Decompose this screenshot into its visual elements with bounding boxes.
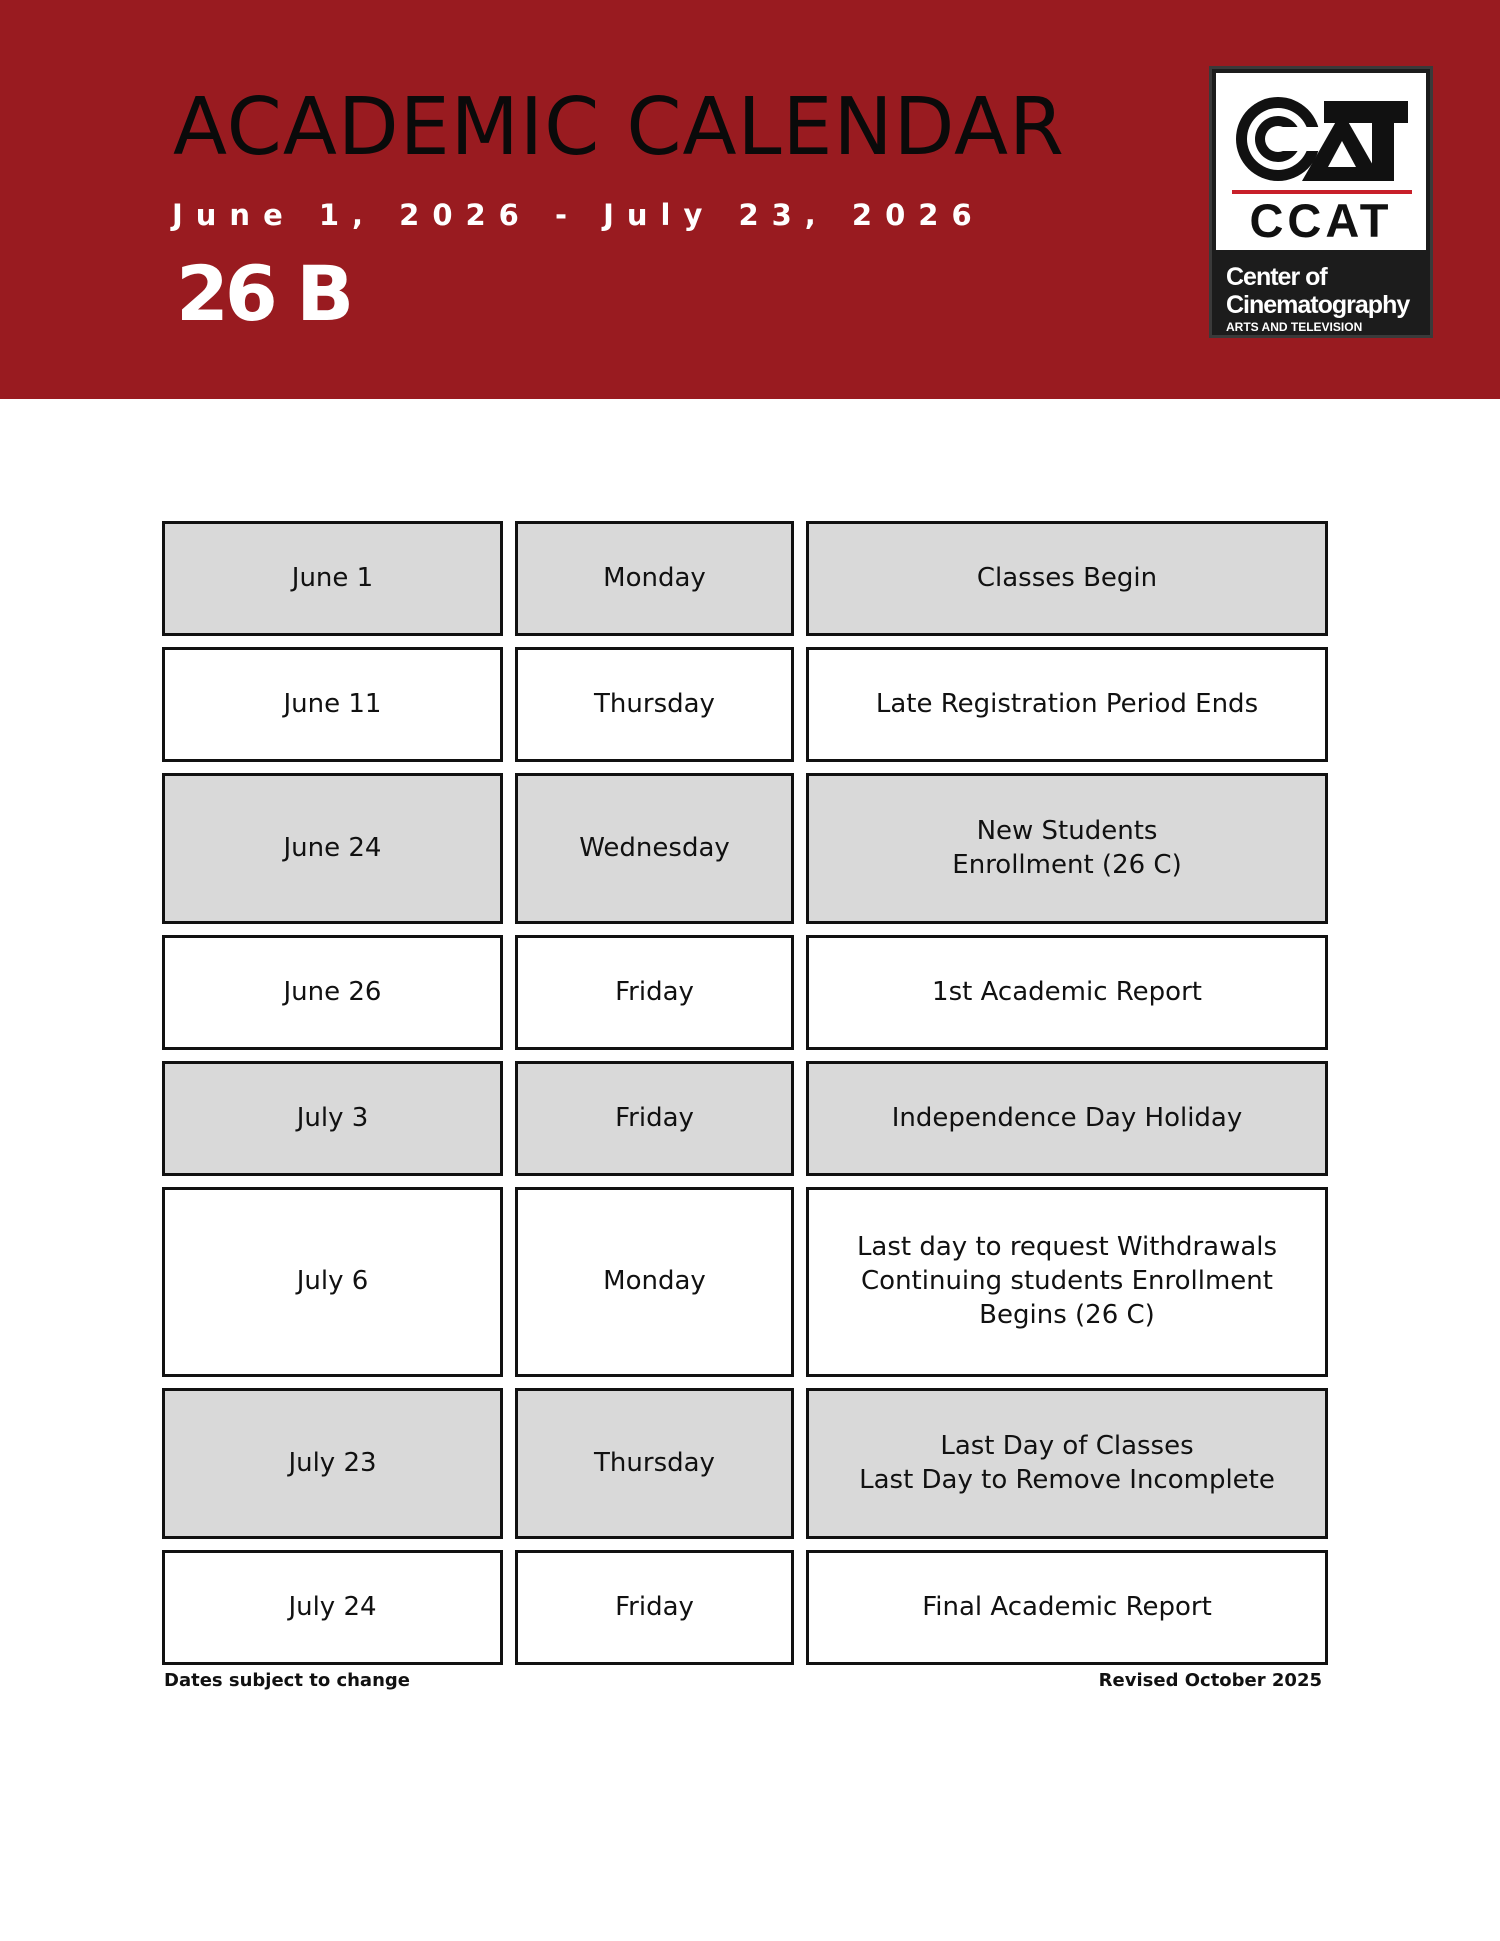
logo-name-line2: Cinematography <box>1226 291 1410 319</box>
row-day-cell: Monday <box>515 521 794 636</box>
event-line: Classes Begin <box>976 562 1158 593</box>
row-date-cell: July 3 <box>162 1061 503 1176</box>
logo-panel <box>1216 73 1426 250</box>
logo-name-line1: Center of <box>1226 263 1327 291</box>
row-event-cell <box>806 1388 1328 1539</box>
event-line: Last day to request Withdrawals <box>856 1232 1278 1263</box>
event-line: New Students <box>976 815 1158 846</box>
row-day-cell: Friday <box>515 935 794 1050</box>
footnote-revision: Revised October 2025 <box>1098 1670 1322 1691</box>
event-line: Last Day to Remove Incomplete <box>859 1464 1275 1495</box>
event-line: Begins (26 C) <box>979 1299 1155 1330</box>
row-day-cell: Thursday <box>515 647 794 762</box>
row-day-cell: Thursday <box>515 1388 794 1539</box>
ccat-emblem-icon <box>1232 93 1412 185</box>
logo-name-line3: ARTS AND TELEVISION <box>1226 320 1363 334</box>
date-range: June 1, 2026 - July 23, 2026 <box>172 198 985 232</box>
event-line: Final Academic Report <box>922 1591 1212 1622</box>
row-event-cell <box>806 773 1328 924</box>
row-date-cell: July 6 <box>162 1187 503 1377</box>
row-date-cell: June 26 <box>162 935 503 1050</box>
row-date-cell: June 11 <box>162 647 503 762</box>
event-line: Enrollment (26 C) <box>952 849 1182 880</box>
row-day-cell: Monday <box>515 1187 794 1377</box>
row-date-cell: July 23 <box>162 1388 503 1539</box>
row-event-cell <box>806 935 1328 1050</box>
event-line: Late Registration Period Ends <box>875 688 1259 719</box>
row-event-cell <box>806 1061 1328 1176</box>
row-date-cell: July 24 <box>162 1550 503 1665</box>
row-date-cell: June 1 <box>162 521 503 636</box>
event-line: Last Day of Classes <box>940 1430 1194 1461</box>
row-event-cell <box>806 647 1328 762</box>
row-event-cell <box>806 1187 1328 1377</box>
event-line: Independence Day Holiday <box>891 1102 1243 1133</box>
row-date-cell: June 24 <box>162 773 503 924</box>
row-event-cell <box>806 521 1328 636</box>
footnote-disclaimer: Dates subject to change <box>164 1670 410 1691</box>
page-title: ACADEMIC CALENDAR <box>173 81 1065 173</box>
logo-abbreviation: CCAT <box>1249 194 1393 247</box>
row-day-cell: Wednesday <box>515 773 794 924</box>
event-line: Continuing students Enrollment <box>861 1266 1273 1297</box>
event-line: 1st Academic Report <box>932 976 1202 1007</box>
row-day-cell: Friday <box>515 1550 794 1665</box>
header-banner <box>0 0 1500 399</box>
ccat-logo <box>1209 66 1433 338</box>
row-event-cell <box>806 1550 1328 1665</box>
term-label: 26 B <box>176 249 351 338</box>
row-day-cell: Friday <box>515 1061 794 1176</box>
